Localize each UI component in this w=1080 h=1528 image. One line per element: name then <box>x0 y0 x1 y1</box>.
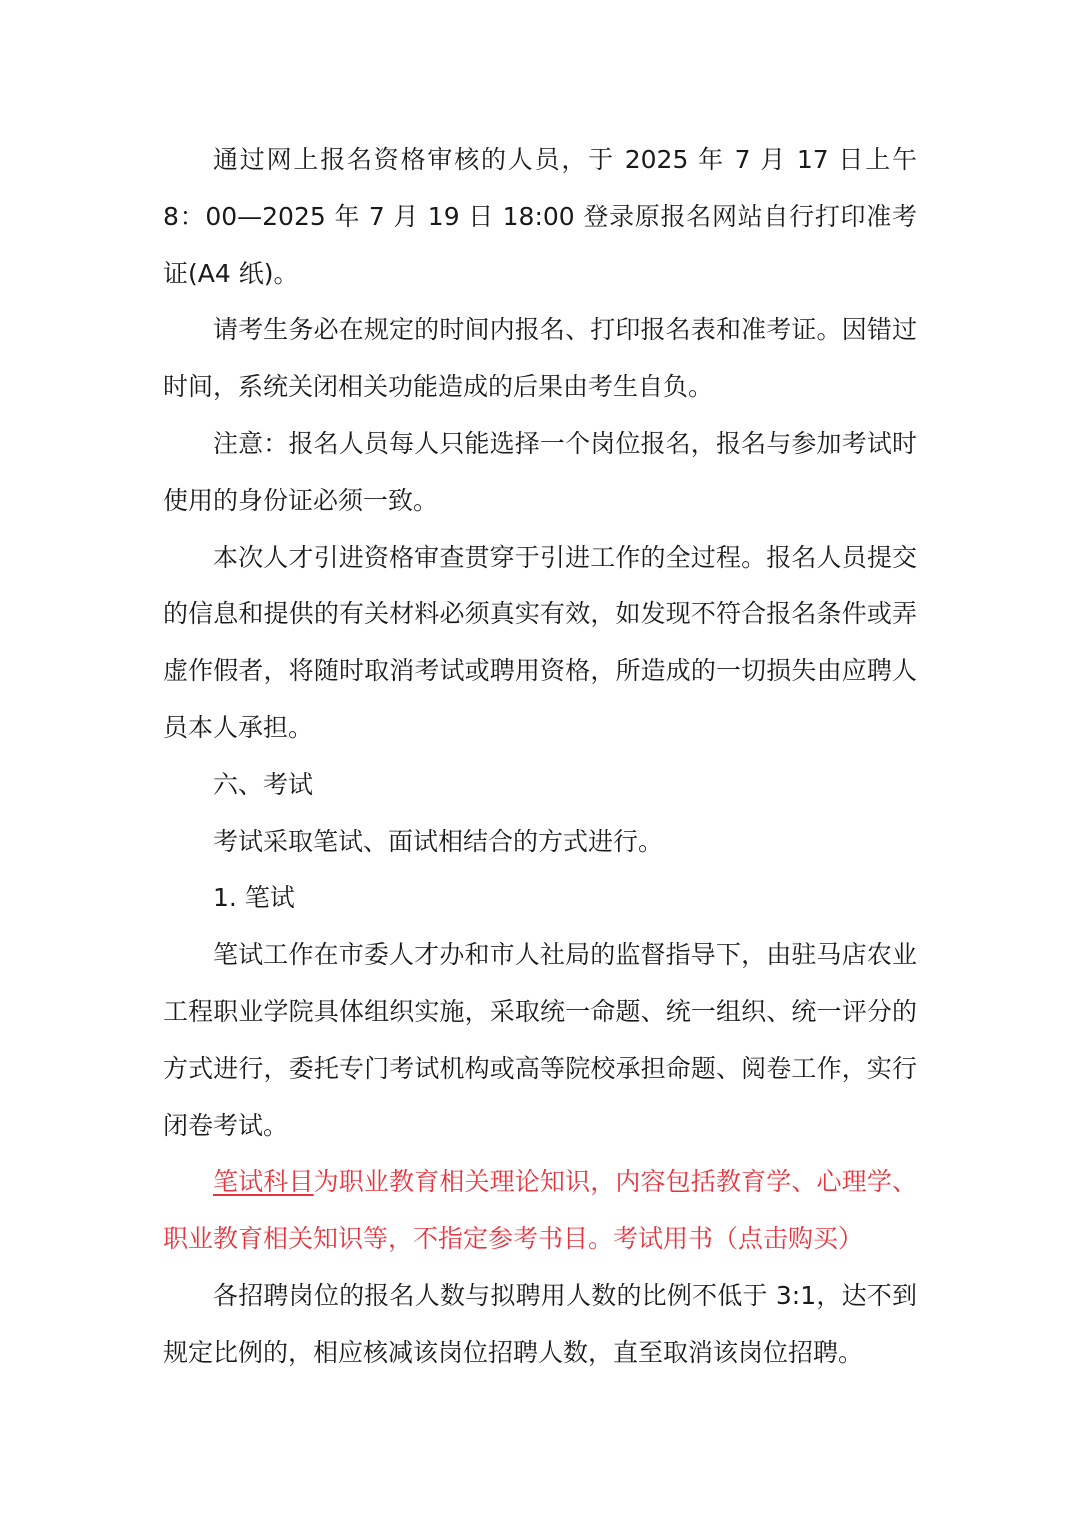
id-card-notice-paragraph: 注意：报名人员每人只能选择一个岗位报名，报名与参加考试时使用的身份证必须一致。 <box>163 428 917 515</box>
exam-method-paragraph: 考试采取笔试、面试相结合的方式进行。 <box>213 826 664 856</box>
qualification-review-paragraph: 本次人才引进资格审查贯穿于引进工作的全过程。报名人员提交的信息和提供的有关材料必须真实有效，如发现不符合报名条件或弄虚作假者，将随时取消考试或聘用资格，所造成的一切损失由应聘人员本人承担。 <box>163 542 917 742</box>
written-exam-paragraph: 笔试工作在市委人才办和市人社局的监督指导下，由驻马店农业工程职业学院具体组织实施，采取统一命题、统一组织、统一评分的方式进行，委托专门考试机构或高等院校承担命题、阅卷工作，实行闭卷考试。 <box>163 940 917 1140</box>
subheading-written-exam: 1. 笔试 <box>213 883 295 913</box>
section-heading-exam: 六、考试 <box>213 769 314 799</box>
exam-book-buy-link[interactable]: 考试用书（点击购买） <box>613 1224 864 1254</box>
admission-ticket-paragraph: 通过网上报名资格审核的人员，于 2025 年 7 月 17 日上午 8：00—2025 年 7 月 19 日 18:00 登录原报名网站自行打印准考证(A4 纸)。 <box>163 145 917 288</box>
applicant-ratio-paragraph: 各招聘岗位的报名人数与拟聘用人数的比例不低于 3:1，达不到规定比例的，相应核减该岗位招聘人数，直至取消该岗位招聘。 <box>163 1280 917 1367</box>
document-body <box>163 132 917 1382</box>
deadline-notice-paragraph: 请考生务必在规定的时间内报名、打印报名表和准考证。因错过时间，系统关闭相关功能造成的后果由考生自负。 <box>163 315 917 402</box>
exam-subject-link[interactable]: 笔试科目 <box>213 1167 314 1197</box>
exam-subject-text: 为职业教育相关理论知识，内容包括教育学、心理学、职业教育相关知识等，不指定参考书目。 <box>163 1167 917 1254</box>
exam-subject-paragraph <box>163 1154 917 1268</box>
